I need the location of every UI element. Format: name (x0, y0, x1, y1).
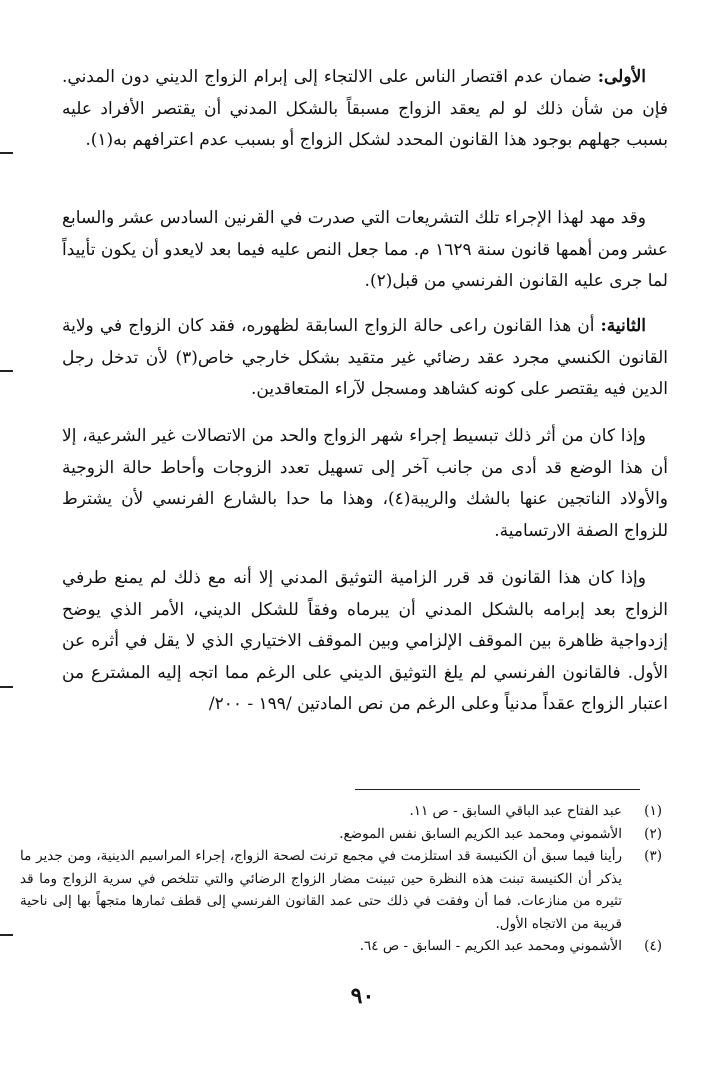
scan-edge-mark (0, 686, 13, 688)
footnote-ref-4: (٤) (388, 489, 411, 509)
paragraph-text: وإذا كان من أثر ذلك تبسيط إجراء شهر الزواج والحد من الاتصالات غير الشرعية، إلا أن هذا الوضع قد أدى من جانب آخر إلى تسهيل تعدد الزوجات وأحاط حالة الزوجية والأولاد الناتجين عنها بالشك والريبة (62, 426, 669, 509)
period: . (364, 271, 370, 291)
page-number: ٩٠ (350, 983, 375, 1009)
footnote-2 (20, 823, 662, 846)
paragraph-legislation (62, 203, 668, 298)
footnote-number: (٣) (644, 848, 662, 864)
paragraph-second-reason (62, 311, 668, 406)
paragraph-text: وإذا كان هذا القانون قد قرر الزامية التوثيق المدني إلا أنه مع ذلك لم يمنع طرفي الزواج بعد إبرامه بالشكل المدني أن يبرماه وفقاً للشكل الديني، الأمر الذي يوضح إزدواجية ظاهرة بين الموقف الإلزامي وبين الموقف الاختياري الذي لا يقل في أثره عن الأول. فالقانون الفرنسي لم يلغ التوثيق الديني على الرغم مما اتجه إليه المشترع من اعتبار الزواج عقداً مدنياً وعلى الرغم من نص المادتين /١٩٩ - ٢٠٠/ (62, 568, 668, 714)
period: . (85, 130, 91, 150)
footnote-ref-3: (٣) (175, 347, 198, 368)
footnote-number: (١) (644, 803, 662, 819)
scan-edge-mark (0, 934, 13, 936)
paragraph-text-cont: ، وهذا ما حدا بالشارع الفرنسي لأن يشترط للزواج الصفة الارتسامية. (62, 489, 668, 541)
footnote-ref-2: (٢) (369, 271, 393, 291)
footnote-text: الأشموني ومحمد عبد الكريم - السابق - ص ٦٤. (359, 938, 622, 954)
footnote-divider (355, 789, 640, 790)
paragraph-text: وقد مهد لهذا الإجراء تلك التشريعات التي صدرت في القرنين السادس عشر والسابع عشر ومن أهمها قانون سنة ١٦٢٩ م. مما جعل النص عليه فيما بعد لايعدو أن يكون تأييداً لما جرى عليه القانون الفرنسي من قبل (62, 208, 669, 291)
scan-edge-mark (0, 152, 13, 154)
footnotes-section (20, 800, 662, 958)
first-label: الأولى: (597, 67, 646, 87)
paragraph-effects (62, 421, 668, 547)
paragraph-text: أن هذا القانون راعى حالة الزواج السابقة لظهوره، فقد كان الزواج في ولاية القانون الكنسي مجرد عقد رضائي غير متقيد بشكل خارجي خاص (62, 316, 668, 368)
footnote-text: الأشموني ومحمد عبد الكريم السابق نفس الموضع. (339, 825, 622, 842)
footnote-number: (٤) (644, 938, 662, 954)
paragraph-first-reason (62, 62, 668, 157)
footnote-3 (20, 845, 662, 935)
second-label: الثانية: (600, 316, 646, 336)
scan-edge-mark (0, 370, 13, 372)
footnote-4 (20, 935, 662, 958)
paragraph-text-cont: لأن تدخل رجل الدين فيه يقتصر على كونه كشاهد ومسجل لآراء المتعاقدين. (62, 347, 668, 399)
paragraph-civil-documentation (62, 563, 668, 721)
paragraph-text: ضمان عدم اقتصار الناس على الالتجاء إلى إبرام الزواج الديني دون المدني. فإن من شأن ذلك لو لم يعقد الزواج مسبقاً بالشكل المدني أن يقتصر الأفراد عليه بسبب جهلهم بوجود هذا القانون المحدد لشكل الزواج أو بسبب عدم اعترافهم به (62, 67, 668, 150)
footnote-text: رأينا فيما سبق أن الكنيسة قد استلزمت في مجمع ترنت لصحة الزواج، إجراء المراسيم الدينية، ومن جدير ما يذكر أن الكنيسة تبنت هذه النظرة حين تبينت مضار الزواج الرضائي والتي تتلخص في سرية الزواج وما قد تثيره من منازعات. فما أن وفقت في ذلك حتى عمد القانون الفرنسي إلى قطف ثمارها متجهاً بها إلى ناحية قريبة من الاتجاه الأول. (20, 848, 622, 932)
footnote-number: (٢) (644, 825, 662, 842)
footnote-text: عبد الفتاح عبد الباقي السابق - ص ١١. (409, 803, 622, 819)
footnote-1 (20, 800, 662, 823)
footnote-ref-1: (١) (90, 130, 114, 150)
